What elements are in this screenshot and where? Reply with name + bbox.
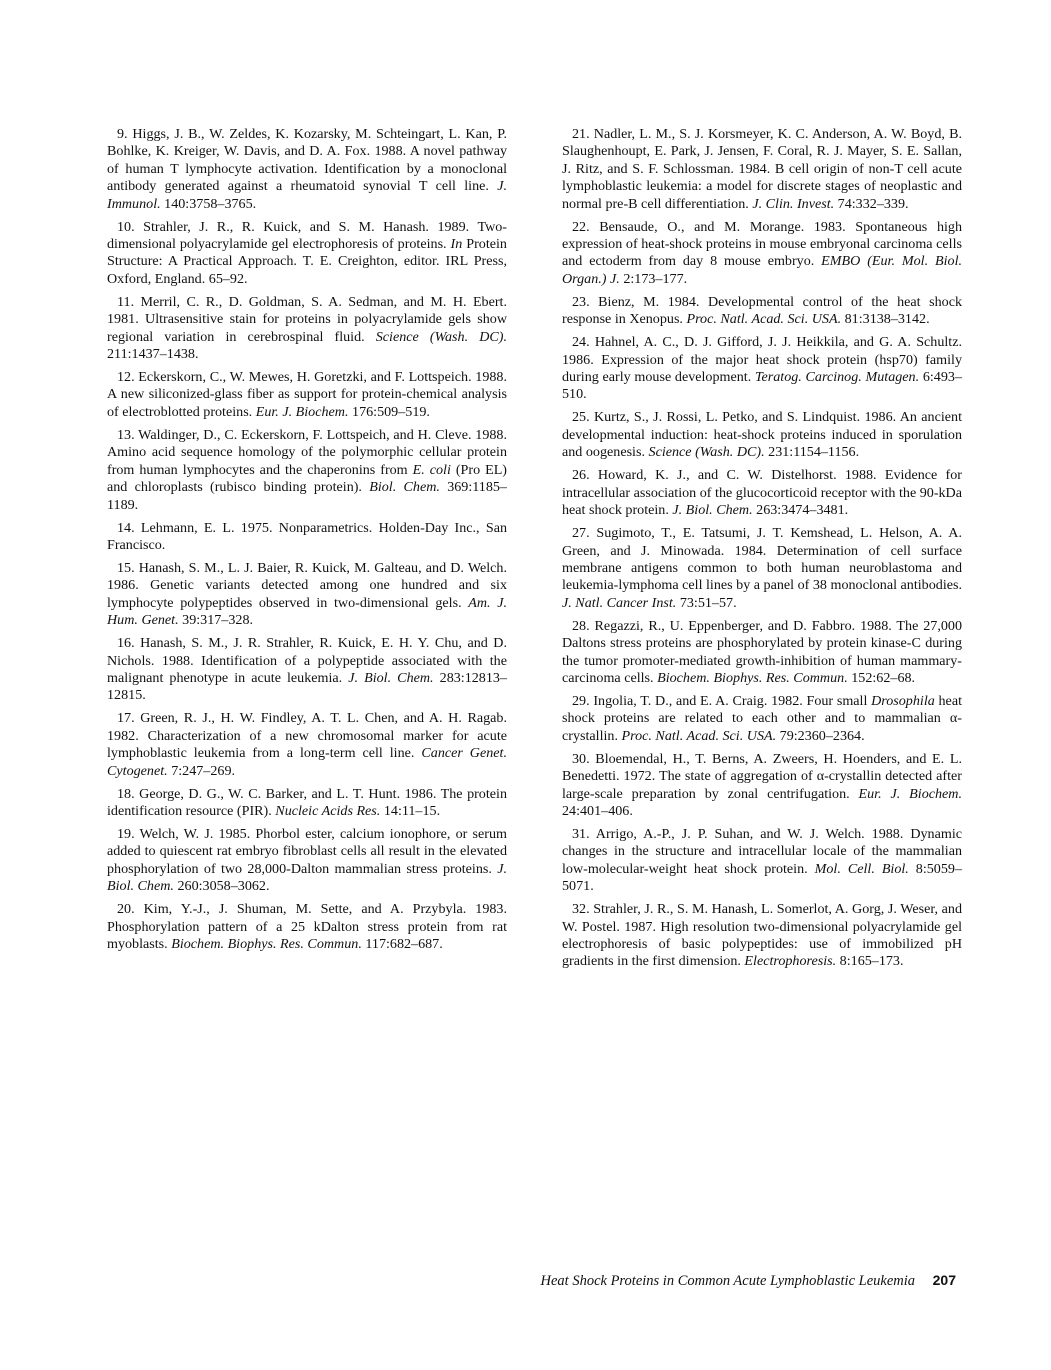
reference-text: 39:317–328. [178, 612, 254, 629]
reference-text: heat shock proteins are related to each other and to mammalian α-crystallin. [562, 692, 962, 744]
reference-20 [107, 901, 507, 953]
reference-text: 21. Nadler, L. M., S. J. Korsmeyer, K. C. Anderson, A. W. Boyd, B. Slaughenhoupt, E. Park, J. Jensen, F. Coral, R. J. Mayer, S. E. Sallan, J. Ritz, and S. F. Schlossman. 1984. B cell origin of non-T cell acute lymphoblastic leukemia: a model for discrete stages of neoplastic and normal pre-B cell differentiation. [562, 126, 962, 212]
reference-text: 263:3474–3481. [752, 502, 849, 519]
reference-journal-italic: Cancer Genet. Cytogenet. [107, 745, 507, 779]
reference-text: 6:493–510. [562, 369, 962, 403]
reference-journal-italic: Eur. J. Biochem. [255, 403, 349, 420]
reference-text: (Pro EL) and chloroplasts (rubisco binding protein). [107, 461, 507, 496]
reference-text: 24. Hahnel, A. C., D. J. Gifford, J. J. Heikkila, and G. A. Schultz. 1986. Expression of the major heat shock protein (hsp70) family during early mouse development. [562, 334, 962, 386]
reference-text: 2:173–177. [619, 270, 688, 287]
reference-journal-italic: J. Natl. Cancer Inst. [562, 594, 677, 611]
reference-journal-italic: Proc. Natl. Acad. Sci. USA. [686, 311, 842, 328]
reference-journal-italic: J. Clin. Invest. [752, 195, 835, 212]
references-right-column [562, 126, 962, 976]
reference-9 [107, 126, 507, 213]
reference-29 [562, 693, 962, 745]
reference-15 [107, 560, 507, 630]
reference-text: 7:247–269. [167, 762, 236, 779]
reference-journal-italic: J. Biol. Chem. [348, 669, 434, 686]
reference-text: 29. Ingolia, T. D., and E. A. Craig. 1982. Four small [572, 692, 872, 709]
reference-text: 22. Bensaude, O., and M. Morange. 1983. Spontaneous high expression of heat-shock proteins in mouse embryonal carcinoma cells and ectoderm from day 8 mouse embryo. [562, 218, 962, 270]
references-left-column [107, 126, 507, 959]
reference-journal-italic: J. Immunol. [107, 178, 507, 212]
reference-journal-italic: Am. J. Hum. Genet. [107, 594, 507, 629]
reference-text: 14. Lehmann, E. L. 1975. Nonparametrics. Holden-Day Inc., San Francisco. [107, 519, 507, 553]
reference-journal-italic: Teratog. Carcinog. Mutagen. [754, 369, 920, 386]
reference-text: 8:165–173. [836, 953, 904, 970]
reference-text: 25. Kurtz, S., J. Rossi, L. Petko, and S. Lindquist. 1986. An ancient developmental induction: heat-shock proteins induced in sporulation and oogenesis. [562, 409, 962, 461]
reference-text: 16. Hanash, S. M., J. R. Strahler, R. Kuick, E. H. Y. Chu, and D. Nichols. 1988. Identification of a polypeptide associated with the malignant phenotype in acute leukemia. [107, 635, 507, 686]
reference-journal-italic: EMBO (Eur. Mol. Biol. Organ.) J. [562, 253, 963, 287]
reference-text: 17. Green, R. J., H. W. Findley, A. T. L. Chen, and A. H. Ragab. 1982. Characterization of a new chromosomal marker for acute lymphoblastic leukemia from a long-term cell line. [107, 710, 507, 762]
reference-text: 8:5059–5071. [562, 860, 962, 895]
reference-30 [562, 751, 962, 821]
reference-text: Protein Structure: A Practical Approach. T. E. Creighton, editor. IRL Press, Oxford, England. 65–92. [107, 236, 507, 287]
reference-text: 19. Welch, W. J. 1985. Phorbol ester, calcium ionophore, or serum added to quiescent rat embryo fibroblast cells all result in the elevated phosphorylation of two 28,000-Dalton mammalian stress proteins. [107, 825, 507, 877]
reference-text: 23. Bienz, M. 1984. Developmental control of the heat shock response in Xenopus. [562, 293, 962, 328]
reference-journal-italic: Biol. Chem. [369, 479, 440, 496]
reference-text: 24:401–406. [562, 802, 633, 819]
reference-10 [107, 219, 507, 289]
reference-22 [562, 219, 962, 289]
reference-27 [562, 525, 962, 612]
reference-32 [562, 901, 962, 971]
reference-21 [562, 126, 962, 213]
reference-journal-italic: Drosophila [871, 692, 935, 709]
reference-text: 81:3138–3142. [841, 311, 930, 328]
reference-23 [562, 294, 962, 329]
reference-journal-italic: Eur. J. Biochem. [858, 785, 962, 802]
reference-text: 74:332–339. [834, 195, 909, 212]
reference-text: 27. Sugimoto, T., E. Tatsumi, J. T. Kemshead, L. Helson, A. A. Green, and J. Minowada. 1984. Determination of cell surface membrane antigens common to both human neuroblastoma and leukemia-lymphoma cell lines by a panel of 38 monoclonal antibodies. [562, 525, 962, 594]
reference-text: 10. Strahler, J. R., R. Kuick, and S. M. Hanash. 1989. Two-dimensional polyacrylamide gel electrophoresis of proteins. [107, 218, 507, 253]
reference-text: 14:11–15. [380, 802, 441, 819]
reference-text: 260:3058–3062. [173, 878, 270, 895]
reference-text: 30. Bloemendal, H., T. Berns, A. Zweers, H. Hoenders, and E. L. Benedetti. 1972. The state of aggregation of α-crystallin detected after large-scale preparation by zonal centrifugation. [562, 750, 962, 802]
reference-25 [562, 409, 962, 461]
page-footer [541, 1272, 956, 1290]
reference-24 [562, 334, 962, 404]
reference-19 [107, 826, 507, 896]
reference-16 [107, 635, 507, 705]
reference-journal-italic: J. Biol. Chem. [107, 860, 507, 895]
reference-text: 9. Higgs, J. B., W. Zeldes, K. Kozarsky, M. Schteingart, L. Kan, P. Bohlke, K. Kreiger, W. Davis, and D. A. Fox. 1988. A novel pathway of human T lymphocyte activation. Identification by a monoclonal antibody generated against a rheumatoid synovial T cell line. [107, 126, 507, 195]
reference-text: 231:1154–1156. [764, 444, 860, 461]
reference-journal-italic: J. Biol. Chem. [672, 502, 753, 519]
reference-text: 15. Hanash, S. M., L. J. Baier, R. Kuick, M. Galteau, and D. Welch. 1986. Genetic variants detected among one hundred and six lymphocyte polypeptides observed in two-dimensional gels. [107, 559, 507, 611]
reference-text: 283:12813–12815. [107, 669, 507, 704]
running-title: Heat Shock Proteins in Common Acute Lymphoblastic Leukemia [540, 1273, 916, 1289]
reference-text: 369:1185–1189. [107, 479, 507, 513]
reference-journal-italic: E. coli [412, 461, 451, 478]
reference-11 [107, 294, 507, 364]
reference-journal-italic: Science (Wash. DC). [648, 444, 765, 461]
reference-text: 13. Waldinger, D., C. Eckerskorn, F. Lottspeich, and H. Cleve. 1988. Amino acid sequence homology of the polymorphic cellular protein from human lymphocytes and the chaperonins from [107, 426, 507, 478]
reference-13 [107, 427, 507, 514]
reference-journal-italic: Biochem. Biophys. Res. Commun. [171, 936, 362, 952]
reference-journal-italic: Mol. Cell. Biol. [814, 860, 909, 877]
reference-text: 176:509–519. [348, 403, 430, 420]
reference-text: 31. Arrigo, A.-P., J. P. Suhan, and W. J. Welch. 1988. Dynamic changes in the structure and intracellular locale of the mammalian low-molecular-weight heat shock protein. [562, 825, 962, 877]
reference-text: 20. Kim, Y.-J., J. Shuman, M. Sette, and A. Przybyla. 1983. Phosphorylation pattern of a 25 kDalton stress protein from rat myoblasts. [107, 901, 507, 952]
reference-text: 18. George, D. G., W. C. Barker, and L. T. Hunt. 1986. The protein identification resource (PIR). [107, 785, 507, 819]
reference-26 [562, 467, 962, 519]
reference-journal-italic: Science (Wash. DC). [375, 328, 507, 345]
reference-text: 117:682–687. [361, 936, 443, 952]
reference-text: 152:62–68. [847, 669, 916, 686]
reference-journal-italic: Proc. Natl. Acad. Sci. USA. [621, 727, 777, 744]
reference-journal-italic: In [450, 236, 463, 253]
reference-text: 12. Eckerskorn, C., W. Mewes, H. Goretzki, and F. Lottspeich. 1988. A new siliconized-glass fiber as support for protein-chemical analysis of electroblotted proteins. [107, 369, 507, 420]
reference-31 [562, 826, 962, 896]
reference-journal-italic: Electrophoresis. [744, 953, 837, 970]
reference-18 [107, 786, 507, 821]
reference-17 [107, 710, 507, 780]
reference-14 [107, 520, 507, 555]
reference-12 [107, 369, 507, 421]
reference-text: 28. Regazzi, R., U. Eppenberger, and D. Fabbro. 1988. The 27,000 Daltons stress proteins are phosphorylated by protein kinase-C during the tumor promoter-mediated growth-inhibition of human mammary-carcinoma cells. [562, 617, 962, 686]
page-number: 207 [932, 1272, 956, 1288]
reference-text: 26. Howard, K. J., and C. W. Distelhorst. 1988. Evidence for intracellular association of the glucocorticoid receptor with the 90-kDa heat shock protein. [562, 467, 962, 519]
reference-text: 140:3758–3765. [160, 195, 257, 212]
reference-journal-italic: Nucleic Acids Res. [275, 802, 381, 819]
reference-28 [562, 618, 962, 688]
reference-text: 79:2360–2364. [776, 727, 865, 744]
reference-text: 32. Strahler, J. R., S. M. Hanash, L. Somerlot, A. Gorg, J. Weser, and W. Postel. 1987. High resolution two-dimensional polyacrylamide gel electrophoresis of basic polypeptides: use of immobilized pH gradients in the first dimension. [562, 901, 962, 970]
reference-text: 73:51–57. [676, 594, 737, 611]
reference-text: 11. Merril, C. R., D. Goldman, S. A. Sedman, and M. H. Ebert. 1981. Ultrasensitive stain for proteins in polyacrylamide gels show regional variation in cerebrospinal fluid. [107, 293, 507, 345]
reference-journal-italic: Biochem. Biophys. Res. Commun. [657, 669, 848, 686]
reference-text: 211:1437–1438. [107, 346, 199, 363]
